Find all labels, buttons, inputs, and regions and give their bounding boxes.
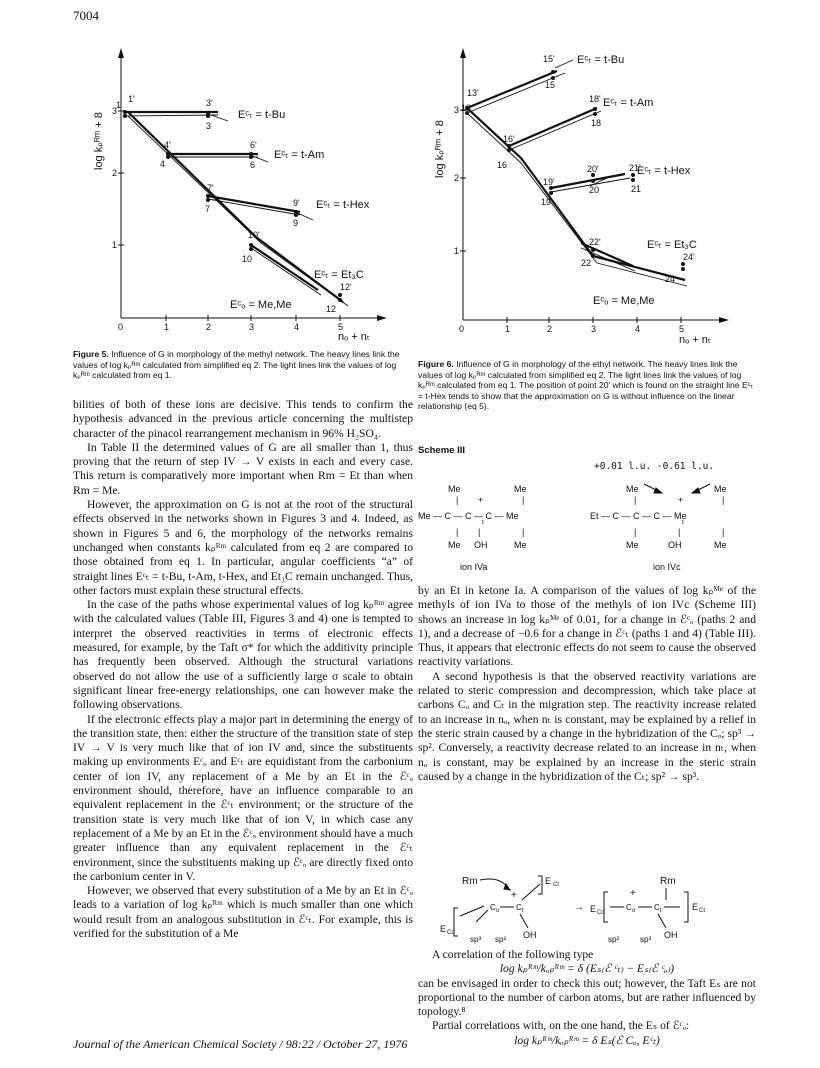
point-10p: 10' <box>248 230 260 240</box>
figure-6-caption-label: Figure 6. <box>418 359 454 369</box>
point-1: 1 <box>116 100 122 110</box>
point-20p: 20' <box>587 164 599 174</box>
svg-text:C: C <box>626 903 632 912</box>
svg-text:Me: Me <box>514 484 527 494</box>
x-axis-label: nₒ + nₜ <box>679 334 712 346</box>
point-22: 22 <box>581 258 592 268</box>
point-1p: 1' <box>128 94 135 104</box>
svg-text:E: E <box>692 902 699 912</box>
x-tick-3: 3 <box>249 322 255 332</box>
svg-text:Me — C — C — C — Me: Me — C — C — C — Me <box>418 511 519 521</box>
y-tick-2: 2 <box>112 168 118 178</box>
x-tick-5: 5 <box>679 324 685 334</box>
svg-text:|: | <box>522 495 525 505</box>
svg-text:Ct: Ct <box>699 908 705 914</box>
svg-text:|: | <box>456 495 459 505</box>
x-tick-4: 4 <box>635 324 641 334</box>
svg-text:C: C <box>516 903 522 912</box>
left-paragraph-3: However, the approximation on G is not at the root of the structural effects observed in the networks shown in Figures 3 and 4. Indeed, as shown in Figures 5 and 6, the morphology of the networks remains unchanged when constants kₚᴿᵐ calculated from eq 2 are compared to those obtained from eq 1. In particular, angular coefficients “a” of straight lines Eᶜₜ = t-Bu, t-Am, t-Hex, and Et₃C remain unchanged. Thus, other factors must explain these structural effects. <box>73 498 413 597</box>
figure-5-caption <box>73 349 411 381</box>
svg-text:sp²: sp² <box>608 935 620 944</box>
point-21: 21 <box>631 184 642 194</box>
scheme-ion-c: ion IVc <box>653 562 681 572</box>
svg-text:Me: Me <box>714 540 727 550</box>
point-6: 6 <box>250 160 256 170</box>
figure-6-caption <box>418 359 754 412</box>
svg-text:E: E <box>440 924 447 934</box>
y-tick-2: 2 <box>454 173 460 183</box>
svg-text:sp²: sp² <box>495 935 507 944</box>
x-tick-1: 1 <box>505 324 511 334</box>
label-et3c: Eᶜₜ = Et₃C <box>647 239 697 251</box>
svg-text:Co: Co <box>597 910 605 916</box>
point-21p: 21' <box>629 163 641 173</box>
point-15: 15 <box>545 80 556 90</box>
point-3p: 3' <box>206 98 213 108</box>
right-paragraph-2: A second hypothesis is that the observed reactivity variations are related to steric compression and decompression, which take place at carbons Cₒ and Cₜ in the migration step. The reactivity increase related to an increase in nₒ, when nₜ is constant, may be explained by a relief in the steric strain caused by a change in the hybridization of the Cₒ; sp³ → sp². Conversely, a reactivity decrease related to an increase in nₜ, when nₒ is constant, may be explained by an increase in the steric strain caused by a change in the hybridization of the Cₜ; sp² → sp³. <box>418 669 756 783</box>
x-axis-arrow <box>377 315 387 321</box>
point-22p: 22' <box>589 237 601 247</box>
svg-text:t: t <box>660 908 662 914</box>
hybridization-diagram <box>440 870 740 950</box>
svg-text:+: + <box>630 888 636 899</box>
y-axis-label: log kₚᴿᵐ + 8 <box>93 112 105 170</box>
svg-text:Me: Me <box>626 484 639 494</box>
x-tick-5: 5 <box>338 322 344 332</box>
svg-text:Co: Co <box>447 930 455 936</box>
point-13p: 13' <box>467 88 479 98</box>
svg-text:o: o <box>632 908 636 914</box>
y-tick-3: 3 <box>454 105 460 115</box>
point-4: 4 <box>160 159 166 169</box>
scheme-ion-a: ion IVa <box>460 562 488 572</box>
label-me-me: Eᶜₒ = Me,Me <box>593 295 655 307</box>
svg-text:|: | <box>634 527 637 537</box>
svg-text:sp³: sp³ <box>640 935 652 944</box>
x-axis-label: nₒ + nₜ <box>338 331 371 343</box>
y-tick-1: 1 <box>454 246 460 256</box>
svg-text:|: | <box>722 495 725 505</box>
right-paragraph-1: by an Et in ketone Ia. A comparison of the values of log kₚᴹᵉ of the methyls of ion IVa to those of the methyls of ion IVc (Scheme III) shows an increase in log kₚᴹᵉ of 0.01, for a change in ℰᶜₒ (paths 2 and 1), and a decrease of −0.6 for a change in ℰᶜₜ (paths 1 and 4) (Table III). Thus, it appears that electronic effects do not seem to cause the observed reactivity variations. <box>418 584 756 669</box>
point-19p: 19' <box>543 177 555 187</box>
label-t-am: Eᶜₜ = t-Am <box>274 149 325 161</box>
svg-text:t: t <box>522 908 524 914</box>
x-tick-0: 0 <box>118 322 124 332</box>
svg-text:E: E <box>545 876 552 886</box>
equation-1: log kₚᴿᵐ/kₒₚᴿᵐ = δ (Eₛ₍ℰ ᶜₜ₎ − Eₛ₍ℰ ᶜₒ₎) <box>499 962 675 976</box>
y-axis-arrow <box>460 48 466 58</box>
scheme-title: Scheme III <box>418 445 465 456</box>
point-7: 7 <box>205 204 211 214</box>
y-axis-arrow <box>118 48 124 58</box>
x-tick-1: 1 <box>164 322 170 332</box>
y-axis-label: log kₚᴿᵐ + 8 <box>434 120 446 178</box>
svg-text:OH: OH <box>523 930 537 940</box>
svg-text:t: t <box>682 519 684 526</box>
svg-text:E: E <box>590 904 597 914</box>
label-t-bu: Eᶜₜ = t-Bu <box>577 54 625 66</box>
svg-text:Et — C — C — C — Me: Et — C — C — C — Me <box>590 511 687 521</box>
right-column <box>418 584 756 784</box>
svg-text:|: | <box>722 527 725 537</box>
point-15p: 15' <box>543 54 555 64</box>
point-12: 12 <box>326 304 337 314</box>
figure-5-caption-text: Influence of G in morphology of the methyl network. The heavy lines link the values of log kₚᴿᵐ calculated from simplified eq 2. The light lines link the values of log kₚᴿᵐ calculated from eq 1. <box>73 349 400 381</box>
x-tick-3: 3 <box>591 324 597 334</box>
scheme-top-values: +0.01 l.u. -0.61 l.u. <box>594 461 715 472</box>
x-tick-0: 0 <box>459 324 465 334</box>
svg-text:→: → <box>574 902 584 913</box>
x-tick-2: 2 <box>206 322 212 332</box>
point-24: 24 <box>665 274 676 284</box>
svg-text:|: | <box>634 495 637 505</box>
taft-paragraph: can be envisaged in order to check this out; however, the Taft Eₛ are not proportional to the number of carbon atoms, but are rather influenced by topology.⁸ <box>418 976 756 1019</box>
svg-text:t: t <box>482 519 484 526</box>
svg-text:o: o <box>496 908 500 914</box>
point-18: 18 <box>591 118 602 128</box>
point-13: 13 <box>461 103 472 113</box>
y-tick-3: 3 <box>112 106 118 116</box>
point-4p: 4' <box>164 140 171 150</box>
svg-text:Rm: Rm <box>660 876 676 887</box>
svg-text:+: + <box>511 890 517 901</box>
point-3: 3 <box>206 121 212 131</box>
svg-text:+: + <box>478 495 484 505</box>
svg-text:|: | <box>678 527 681 537</box>
svg-text:Me: Me <box>514 540 527 550</box>
journal-footer: Journal of the American Chemical Society / 98:22 / October 27, 1976 <box>73 1037 408 1051</box>
figure-6-plot <box>425 38 755 348</box>
svg-text:|: | <box>478 527 481 537</box>
svg-text:Ct: Ct <box>553 882 559 888</box>
label-t-bu: Eᶜₜ = t-Bu <box>238 109 286 121</box>
svg-text:OH: OH <box>668 540 682 550</box>
label-t-hex: Eᶜₜ = t-Hex <box>316 199 370 211</box>
point-7p: 7' <box>207 183 214 193</box>
point-10: 10 <box>242 254 253 264</box>
left-column <box>73 398 413 941</box>
left-paragraph-6: However, we observed that every substitution of a Me by an Et in ℰᶜₒ leads to a variation of log kₚᴿᵐ which is much smaller than one which would result from an analogous substitution in ℰᶜₜ. For example, this is verified for the substitution of a Me <box>73 884 413 940</box>
svg-text:Me: Me <box>448 484 461 494</box>
svg-text:C: C <box>490 903 496 912</box>
point-18p: 18' <box>589 94 601 104</box>
equation-2: log kₚᴿᵐ/kₒₚᴿᵐ = δ Eₛ(ℰ Cₒ, Eᶜₜ) <box>514 1033 660 1047</box>
svg-text:Me: Me <box>714 484 727 494</box>
svg-text:Me: Me <box>448 540 461 550</box>
svg-text:+: + <box>678 495 684 505</box>
point-19: 19 <box>541 197 552 207</box>
point-9: 9 <box>293 218 299 228</box>
x-axis-arrow <box>719 317 729 323</box>
point-12p: 12' <box>340 282 352 292</box>
label-t-am: Eᶜₜ = t-Am <box>603 97 654 109</box>
x-tick-4: 4 <box>294 322 300 332</box>
point-9p: 9' <box>293 198 300 208</box>
figure-5-caption-label: Figure 5. <box>73 349 109 359</box>
left-paragraph-4: In the case of the paths whose experimental values of log kₚᴿᵐ agree with the calculated values (Table III, Figures 3 and 4) one is tempted to interpret the observed reactivities in terms of electronic effects measured, for example, by the Taft σ* for which the additivity principle has frequently been observed. Although the structural variations observed do not allow the use of a sufficiently large σ scale to obtain significant linear free-energy relationships, one can however make the following observations. <box>73 598 413 712</box>
svg-text:OH: OH <box>664 930 678 940</box>
scheme-iii <box>418 458 758 583</box>
right-column-bottom <box>418 948 756 1048</box>
page-number: 7004 <box>73 8 99 23</box>
y-tick-1: 1 <box>112 240 118 250</box>
svg-text:|: | <box>456 527 459 537</box>
left-paragraph-2: In Table II the determined values of G are all smaller than 1, thus proving that the return of step IV → V exists in each and every case. This return is comparatively more important when Rm = Et than when Rm = Me. <box>73 440 413 497</box>
point-16: 16 <box>497 160 508 170</box>
figure-5-plot <box>78 40 408 345</box>
svg-text:C: C <box>654 903 660 912</box>
left-paragraph-1: bilities of both of these ions are decisive. This tends to confirm the hypothesis advanced in the previous article concerning the multistep character of the pinacol rearrangement mechanism in 96% H₂SO₄. <box>73 398 413 440</box>
correlation-intro: A correlation of the following type <box>432 948 594 961</box>
label-et3c: Eᶜₜ = Et₃C <box>314 269 364 281</box>
svg-text:sp³: sp³ <box>470 935 482 944</box>
figure-6-caption-text: Influence of G in morphology of the ethyl network. The heavy lines link the values of log kₚᴿᵐ calculated from simplified eq 2. The light lines link the values of log kₚᴿᵐ calculated from eq 1. The position of point 20′ which is found on the straight line Eᶜₜ = t-Hex tends to show that the approximation on G is without influence on the linear relationship (eq 5). <box>418 359 754 412</box>
x-tick-2: 2 <box>547 324 553 334</box>
svg-text:Rm: Rm <box>462 876 478 887</box>
point-6p: 6' <box>250 140 257 150</box>
point-24p: 24' <box>683 252 695 262</box>
partial-correlations: Partial correlations with, on the one hand, the Eₛ of ℰᶜₒ: <box>432 1019 690 1033</box>
label-me-me: Eᶜₒ = Me,Me <box>230 299 292 311</box>
svg-text:|: | <box>522 527 525 537</box>
label-t-hex: Eᶜₜ = t-Hex <box>637 165 691 177</box>
left-paragraph-5: If the electronic effects play a major part in determining the energy of the transition state, then: either the structure of the transition state of step IV → V is very much like that of ion IV and, since the substituents making up environments Eᶜₒ and Eᶜₜ are equidistant from the carbonium center of ion IV, any replacement of a Me by an Et in the ℰᶜₒ environment should, therefore, have an influence comparable to an equivalent replacement in the ℰᶜₜ environment; or the structure of the transition state is very much like that of ion V, in which case any replacement of a Me by an Et in the ℰᶜₒ environment should have a much greater influence than any equivalent replacement in the ℰᶜₜ environment, since the substituents making up ℰᶜₒ are directly fixed onto the carbonium center in V. <box>73 712 413 883</box>
svg-text:OH: OH <box>474 540 488 550</box>
point-16p: 16' <box>503 134 515 144</box>
svg-text:Me: Me <box>626 540 639 550</box>
point-20: 20 <box>589 185 600 195</box>
